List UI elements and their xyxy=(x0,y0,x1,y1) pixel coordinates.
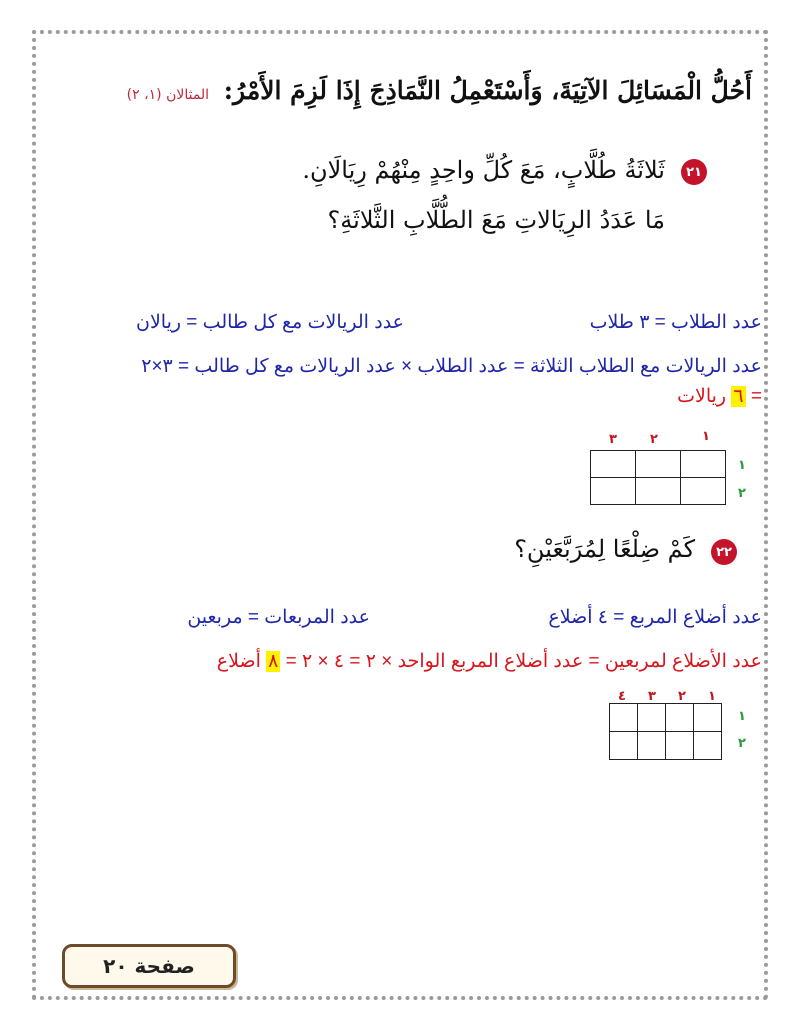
q21-solution-text: عدد الريالات مع الطلاب الثلاثة = عدد الطلاب × عدد الريالات مع كل طالب = ٣×٢ xyxy=(141,356,762,377)
q21-col-label-3: ٣ xyxy=(609,432,617,447)
q21-col-label-2: ٢ xyxy=(650,432,658,447)
page-number-label: صفحة ٢٠ xyxy=(103,954,195,978)
q21-col-label-1: ١ xyxy=(702,429,710,444)
q22-result-value: ٨ xyxy=(268,651,279,672)
q21-row-label-1: ١ xyxy=(738,458,746,473)
q22-col-label-1: ١ xyxy=(708,689,716,704)
q21-row-label-2: ٢ xyxy=(738,486,746,501)
q22-col-label-3: ٣ xyxy=(648,689,656,704)
q21-given-riyals: عدد الريالات مع كل طالب = ريالان xyxy=(135,312,404,333)
q21-result xyxy=(677,385,762,408)
q22-solution xyxy=(217,650,762,673)
q22-given-sides: عدد أضلاع المربع = ٤ أضلاع xyxy=(548,607,762,628)
instructions-heading xyxy=(127,76,752,105)
question-21-badge xyxy=(681,159,707,185)
q21-given-students: عدد الطلاب = ٣ طلاب xyxy=(589,312,762,333)
q22-given-squares: عدد المربعات = مربعين xyxy=(187,607,370,628)
examples-reference: المثالان (١، ٢) xyxy=(126,87,210,103)
q22-solution-text: عدد الأضلاع لمربعين = عدد أضلاع المربع الواحد × ٢ = xyxy=(349,651,762,672)
q22-row-label-1: ١ xyxy=(738,709,746,724)
q22-row-label-2: ٢ xyxy=(738,736,746,751)
heading-text: أَحُلُّ الْمَسَائِلَ الآتِيَةَ، وَأَسْتَعْمِلُ النَّمَاذِجَ إِذَا لَزِمَ الأَمْرُ: xyxy=(223,76,752,105)
q21-result-value: ٦ xyxy=(733,386,744,407)
q21-result-unit: ريالات xyxy=(677,386,727,407)
q22-calc: ٤ × ٢ = xyxy=(285,651,345,672)
q21-solution xyxy=(141,355,762,378)
page-number-box xyxy=(62,944,236,988)
q22-col-label-4: ٤ xyxy=(618,689,626,704)
q21-result-equals: = xyxy=(750,386,762,407)
question-21-line2: مَا عَدَدُ الرِيَالاتِ مَعَ الطُّلَّابِ الثَّلاثَةِ؟ xyxy=(327,206,665,234)
q22-result-unit: أضلاع xyxy=(216,651,261,672)
q22-col-label-2: ٢ xyxy=(678,689,686,704)
question-22-badge xyxy=(711,539,737,565)
question-22-line1: كَمْ ضِلْعًا لِمُرَبَّعَيْنِ؟ xyxy=(514,535,695,563)
q22-model-grid xyxy=(609,703,722,760)
q21-model-grid xyxy=(590,450,726,505)
question-22-number: ٢٢ xyxy=(716,544,732,560)
question-21-number: ٢١ xyxy=(686,164,702,180)
question-21-line1: ثَلاثَةُ طُلَّابٍ، مَعَ كُلِّ واحِدٍ مِنْهُمْ رِيَالَانِ. xyxy=(302,156,665,184)
